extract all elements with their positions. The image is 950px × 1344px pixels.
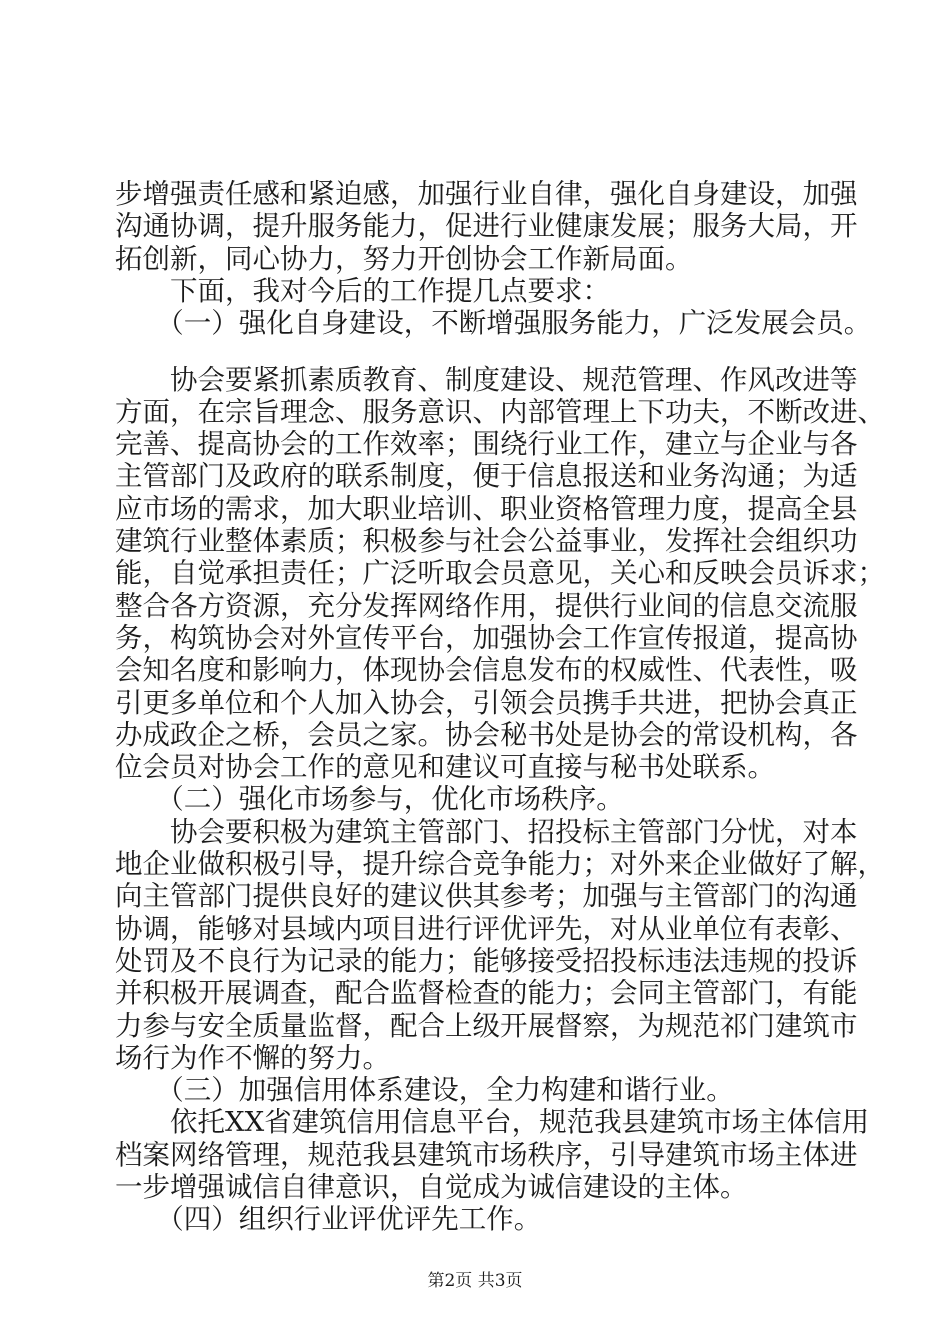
body-text-line: 依托XX省建筑信用信息平台，规范我县建筑市场主体信用 xyxy=(115,1106,870,1139)
body-text-line: 向主管部门提供良好的建议供其参考；加强与主管部门的沟通 xyxy=(115,880,858,913)
body-text-line: 引更多单位和个人加入协会，引领会员携手共进，把协会真正 xyxy=(115,686,858,719)
body-text-line: 力参与安全质量监督，配合上级开展督察，为规范祁门建筑市 xyxy=(115,1009,858,1042)
section-heading-3: （三）加强信用体系建设，全力构建和谐行业。 xyxy=(115,1074,734,1107)
body-text-line: 地企业做积极引导，提升综合竞争能力；对外来企业做好了解， xyxy=(115,848,885,880)
body-text-line: 整合各方资源，充分发挥网络作用，提供行业间的信息交流服 xyxy=(115,589,858,622)
body-text-line: 务，构筑协会对外宣传平台，加强协会工作宣传报道，提高协 xyxy=(115,621,858,654)
body-text-line: 协调，能够对县域内项目进行评优评先，对从业单位有表彰、 xyxy=(115,912,858,945)
body-text-line: 档案网络管理，规范我县建筑市场秩序，引导建筑市场主体进 xyxy=(115,1138,858,1171)
body-text-line: 主管部门及政府的联系制度，便于信息报送和业务沟通；为适 xyxy=(115,460,858,493)
body-text-line: 协会要积极为建筑主管部门、招投标主管部门分忧，对本 xyxy=(115,815,858,848)
body-text-line: 场行为作不懈的努力。 xyxy=(115,1041,390,1074)
body-text-line: 能，自觉承担责任；广泛听取会员意见，关心和反映会员诉求； xyxy=(115,557,885,590)
body-text-line: 会知名度和影响力，体现协会信息发布的权威性、代表性，吸 xyxy=(115,654,858,687)
page-footer: 第2页 共3页 xyxy=(427,1271,523,1291)
body-text-line: 建筑行业整体素质；积极参与社会公益事业，发挥社会组织功 xyxy=(115,525,858,557)
section-heading-4: （四）组织行业评优评先工作。 xyxy=(115,1203,542,1236)
body-text-line: 办成政企之桥，会员之家。协会秘书处是协会的常设机构，各 xyxy=(115,718,858,751)
body-text-line: 步增强责任感和紧迫感，加强行业自律，强化自身建设，加强 xyxy=(115,178,858,210)
section-heading-1: （一）强化自身建设，不断增强服务能力，广泛发展会员。 xyxy=(115,307,872,340)
body-text-line: 拓创新，同心协力，努力开创协会工作新局面。 xyxy=(115,242,693,275)
section-heading-2: （二）强化市场参与，优化市场秩序。 xyxy=(115,783,624,816)
body-text-line: 沟通协调，提升服务能力，促进行业健康发展；服务大局，开 xyxy=(115,210,858,243)
body-text-line: 应市场的需求，加大职业培训、职业资格管理力度，提高全县 xyxy=(115,492,858,525)
body-text-line: 并积极开展调查，配合监督检查的能力；会同主管部门，有能 xyxy=(115,977,858,1010)
body-text-line: 位会员对协会工作的意见和建议可直接与秘书处联系。 xyxy=(115,751,775,784)
body-text-line: 处罚及不良行为记录的能力；能够接受招投标违法违规的投诉 xyxy=(115,944,858,977)
body-text-line: 完善、提高协会的工作效率；围绕行业工作，建立与企业与各 xyxy=(115,428,858,461)
body-text-line: 一步增强诚信自律意识，自觉成为诚信建设的主体。 xyxy=(115,1171,748,1203)
body-text-line: 方面，在宗旨理念、服务意识、内部管理上下功夫，不断改进、 xyxy=(115,395,885,428)
body-text-line: 协会要紧抓素质教育、制度建设、规范管理、作风改进等 xyxy=(115,363,858,396)
paragraph-intro: 下面，我对今后的工作提几点要求： xyxy=(115,274,610,307)
